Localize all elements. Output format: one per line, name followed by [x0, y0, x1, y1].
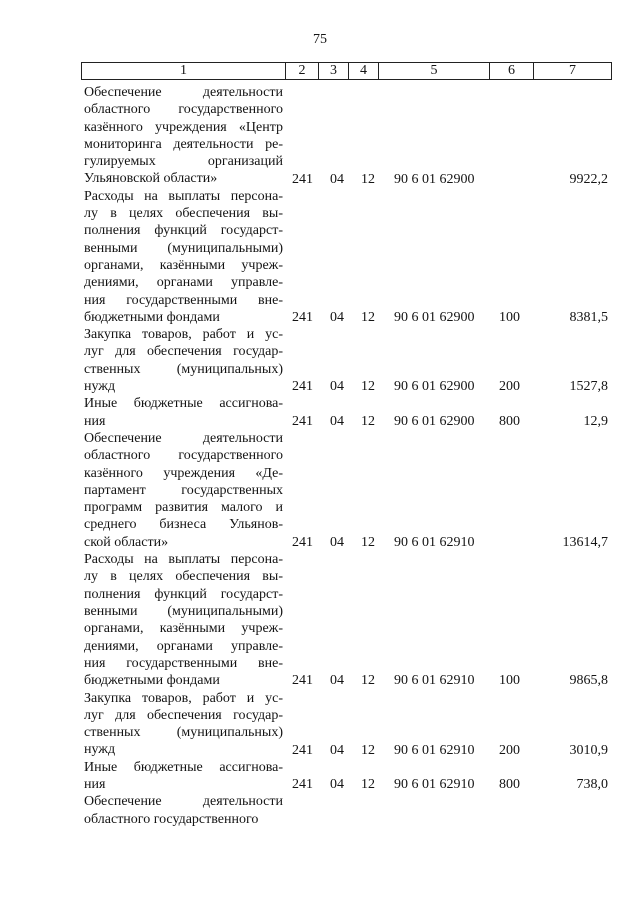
table-row — [81, 690, 612, 759]
amount: 3010,9 — [569, 742, 608, 758]
description-line: областного государственного — [84, 102, 283, 118]
ministry-code: 241 — [292, 413, 313, 429]
description-line: ния государственными вне- — [84, 292, 283, 308]
amount: 13614,7 — [562, 535, 608, 551]
subsection-code: 12 — [361, 310, 375, 326]
section-code: 04 — [330, 310, 344, 326]
ministry-code: 241 — [292, 535, 313, 551]
header-col-5: 5 — [378, 63, 489, 79]
expense-type-code: 100 — [499, 310, 520, 326]
subsection-code: 12 — [361, 171, 375, 187]
description-line: бюджетными фондами — [84, 309, 220, 325]
expense-type-code: 200 — [499, 742, 520, 758]
expense-type-code: 800 — [499, 777, 520, 793]
description-line: бюджетными фондами — [84, 673, 220, 689]
amount: 12,9 — [583, 413, 608, 429]
description-line: Обеспечение деятельности — [84, 85, 283, 100]
description-line: луг для обеспечения государ- — [84, 707, 283, 723]
description-line: луг для обеспечения государ- — [84, 344, 283, 360]
header-col-6: 6 — [489, 63, 533, 79]
row-values — [81, 171, 612, 188]
ministry-code: 241 — [292, 673, 313, 689]
row-values — [81, 672, 612, 689]
target-article-code: 90 6 01 62900 — [394, 379, 475, 395]
header-col-3: 3 — [318, 63, 348, 79]
description-line: гулируемых организаций — [84, 154, 283, 170]
description-line: ния — [84, 776, 106, 792]
row-values — [81, 742, 612, 759]
table-header — [81, 62, 612, 80]
row-description — [84, 430, 283, 551]
description-line: органами, казёнными учреж- — [84, 621, 283, 637]
expense-type-code: 200 — [499, 379, 520, 395]
description-line: венными (муниципальными) — [84, 240, 283, 256]
subsection-code: 12 — [361, 535, 375, 551]
description-line: Ульяновской области» — [84, 171, 218, 187]
description-line: лу в целях обеспечения вы- — [84, 206, 283, 222]
description-line: венными (муниципальными) — [84, 603, 283, 619]
header-col-1: 1 — [180, 63, 187, 78]
ministry-code: 241 — [292, 777, 313, 793]
description-line: ственных (муниципальных) — [84, 725, 283, 741]
description-line: среднего бизнеса Ульянов- — [84, 517, 283, 533]
target-article-code: 90 6 01 62900 — [394, 310, 475, 326]
section-code: 04 — [330, 535, 344, 551]
description-line: мониторинга деятельности ре- — [84, 136, 283, 152]
expense-type-code: 800 — [499, 413, 520, 429]
description-line: полнения функций государст- — [84, 586, 283, 602]
description-line: Расходы на выплаты персона- — [84, 188, 283, 204]
row-values — [81, 534, 612, 551]
description-line: Закупка товаров, работ и ус- — [84, 327, 283, 343]
description-line: программ развития малого и — [84, 500, 283, 516]
description-line: областного государственного — [84, 448, 283, 464]
section-code: 04 — [330, 379, 344, 395]
amount: 738,0 — [576, 777, 608, 793]
description-line: казённого учреждения «Центр — [84, 119, 283, 135]
table-row — [81, 430, 612, 551]
table-row — [81, 326, 612, 395]
row-values — [81, 378, 612, 395]
row-values — [81, 811, 612, 828]
description-line: ственных (муниципальных) — [84, 361, 283, 377]
ministry-code: 241 — [292, 379, 313, 395]
header-col-7: 7 — [533, 63, 611, 79]
table-row — [81, 551, 612, 689]
target-article-code: 90 6 01 62900 — [394, 413, 475, 429]
section-code: 04 — [330, 742, 344, 758]
description-line: нужд — [84, 742, 116, 758]
description-line: ской области» — [84, 534, 169, 550]
section-code: 04 — [330, 171, 344, 187]
description-line: Иные бюджетные ассигнова- — [84, 759, 283, 775]
section-code: 04 — [330, 673, 344, 689]
description-line: казённого учреждения «Де- — [84, 465, 283, 481]
target-article-code: 90 6 01 62910 — [394, 777, 475, 793]
subsection-code: 12 — [361, 379, 375, 395]
amount: 1527,8 — [569, 379, 608, 395]
description-line: Обеспечение деятельности — [84, 431, 283, 446]
description-line: областного государственного — [84, 811, 259, 827]
table-row — [81, 793, 612, 828]
description-line: дениями, органами управле- — [84, 638, 283, 654]
description-line: Обеспечение деятельности — [84, 794, 283, 810]
ministry-code: 241 — [292, 310, 313, 326]
ministry-code: 241 — [292, 171, 313, 187]
description-line: лу в целях обеспечения вы- — [84, 569, 283, 585]
subsection-code: 12 — [361, 742, 375, 758]
description-line: дениями, органами управле- — [84, 275, 283, 291]
row-values — [81, 776, 612, 793]
amount: 9865,8 — [569, 673, 608, 689]
description-line: нужд — [84, 379, 116, 395]
table-row — [81, 84, 612, 188]
subsection-code: 12 — [361, 777, 375, 793]
table-row — [81, 759, 612, 794]
table-row — [81, 188, 612, 326]
amount: 9922,2 — [569, 171, 608, 187]
description-line: полнения функций государст- — [84, 223, 283, 239]
row-values — [81, 413, 612, 430]
section-code: 04 — [330, 413, 344, 429]
description-line: партамент государственных — [84, 482, 283, 498]
section-code: 04 — [330, 777, 344, 793]
ministry-code: 241 — [292, 742, 313, 758]
target-article-code: 90 6 01 62910 — [394, 742, 475, 758]
table-row — [81, 395, 612, 430]
header-col-4: 4 — [348, 63, 378, 79]
page-number: 75 — [313, 32, 327, 47]
description-line: ния — [84, 413, 106, 429]
description-line: Расходы на выплаты персона- — [84, 552, 283, 568]
subsection-code: 12 — [361, 673, 375, 689]
target-article-code: 90 6 01 62910 — [394, 673, 475, 689]
target-article-code: 90 6 01 62900 — [394, 171, 475, 187]
expense-type-code: 100 — [499, 673, 520, 689]
header-col-2: 2 — [285, 63, 318, 79]
row-values — [81, 309, 612, 326]
description-line: Закупка товаров, работ и ус- — [84, 690, 283, 706]
target-article-code: 90 6 01 62910 — [394, 535, 475, 551]
row-description — [84, 551, 283, 689]
subsection-code: 12 — [361, 413, 375, 429]
description-line: Иные бюджетные ассигнова- — [84, 396, 283, 412]
description-line: ния государственными вне- — [84, 655, 283, 671]
amount: 8381,5 — [569, 310, 608, 326]
row-description — [84, 188, 283, 326]
description-line: органами, казёнными учреж- — [84, 257, 283, 273]
